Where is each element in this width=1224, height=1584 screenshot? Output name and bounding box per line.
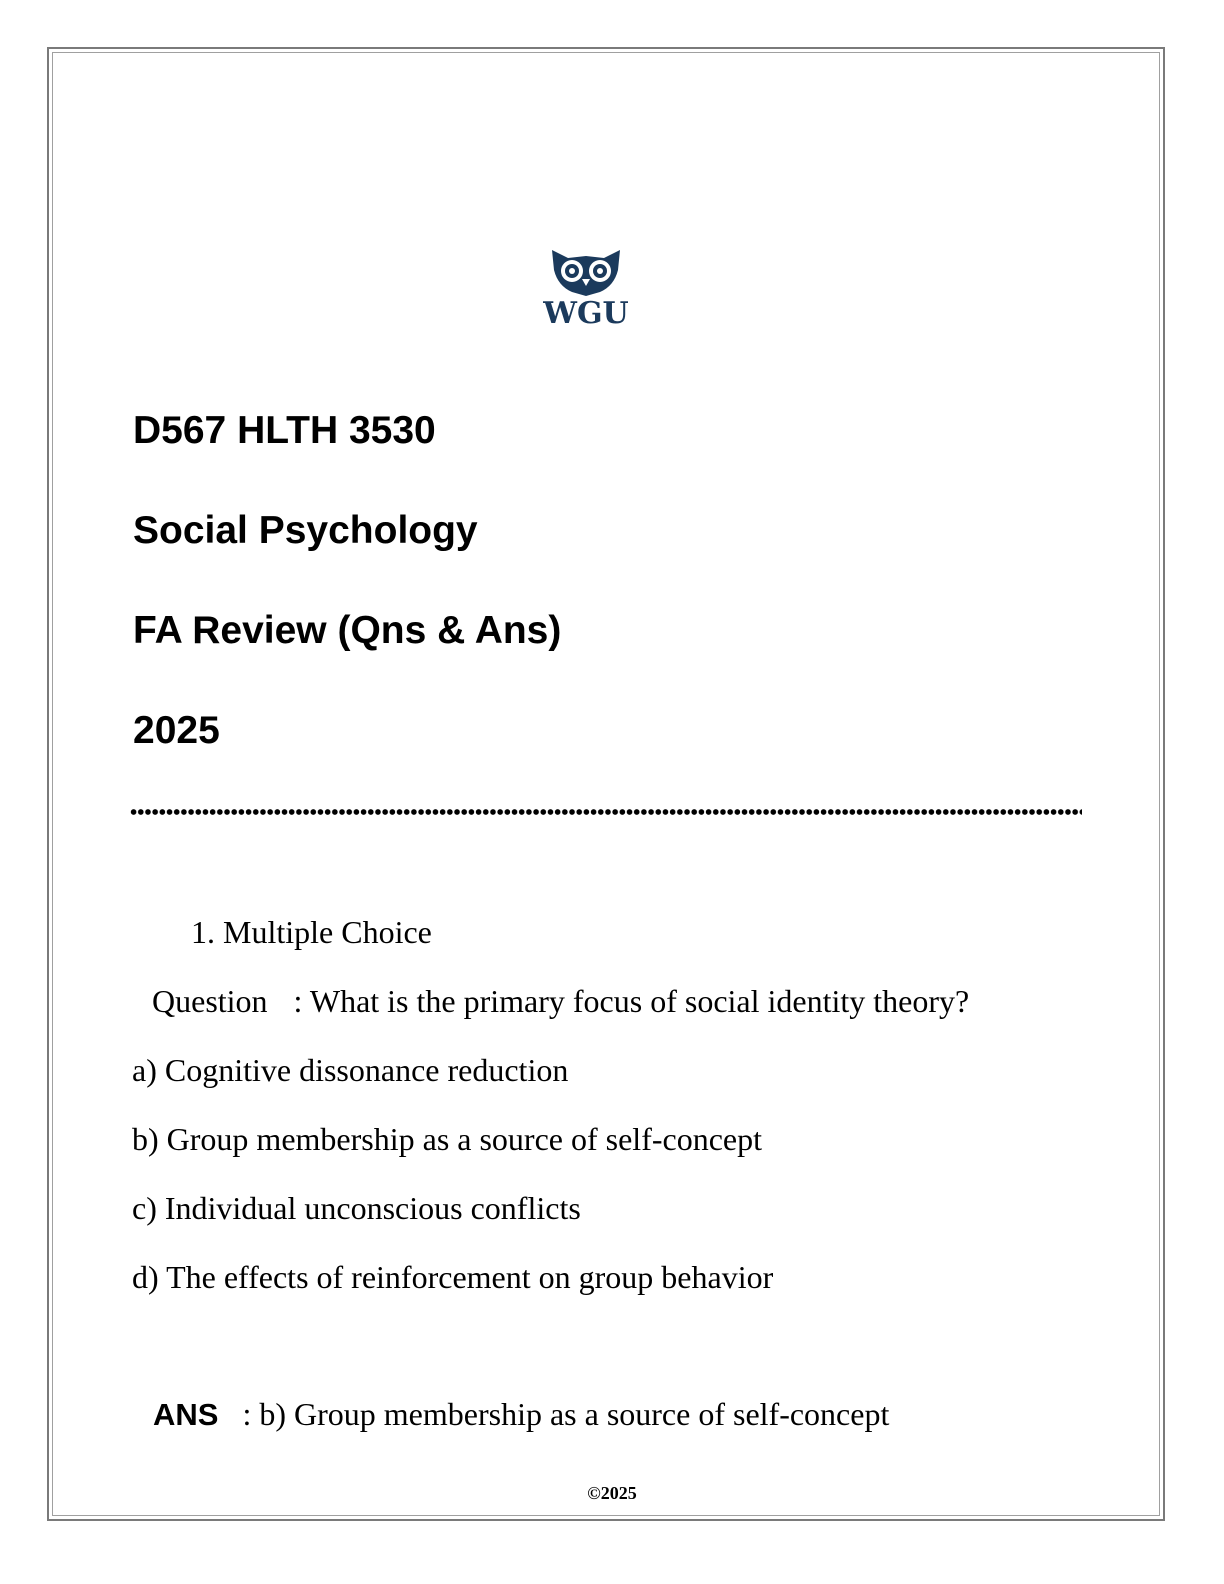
course-code: D567 HLTH 3530 <box>133 409 436 452</box>
section-heading: 1. Multiple Choice <box>191 914 432 950</box>
question-text: : What is the primary focus of social identity theory? <box>293 983 970 1019</box>
footer-copyright: ©2025 <box>587 1483 637 1503</box>
option-a: a) Cognitive dissonance reduction <box>132 1052 569 1088</box>
option-b: b) Group membership as a source of self-concept <box>132 1121 762 1157</box>
logo-wordmark: WGU <box>543 296 629 331</box>
document-type: FA Review (Qns & Ans) <box>133 609 562 652</box>
dotted-separator <box>130 808 1082 816</box>
answer-line <box>153 1395 889 1434</box>
option-d: d) The effects of reinforcement on group behavior <box>132 1259 774 1295</box>
option-c: c) Individual unconscious conflicts <box>132 1190 581 1226</box>
document-year: 2025 <box>133 709 220 752</box>
question-label: Question <box>152 983 268 1019</box>
answer-text: : b) Group membership as a source of self-concept <box>242 1396 890 1432</box>
wgu-logo <box>534 246 638 336</box>
owl-icon <box>534 246 638 296</box>
answer-label: ANS <box>153 1397 219 1432</box>
question-line <box>152 982 969 1020</box>
course-name: Social Psychology <box>133 509 478 552</box>
